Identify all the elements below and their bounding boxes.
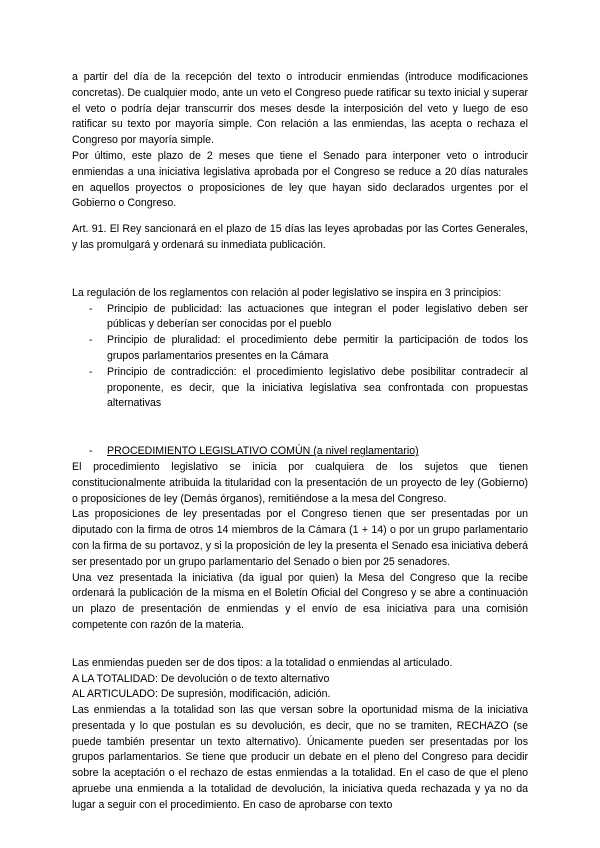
paragraph-art-91: Art. 91. El Rey sancionará en el plazo de 15 días las leyes aprobadas por las Cortes Generales, y las promulgará y ordenará su inmediata publicación.	[72, 223, 528, 251]
list-item-pluralidad: - Principio de pluralidad: el procedimiento debe permitir la participación de todos los grupos parlamentarios presentes en la Cámara	[72, 333, 528, 365]
paragraph-enmiendas-detalle: Las enmiendas a la totalidad son las que versan sobre la oportunidad misma de la iniciativa presentada y lo que postulan es su devolución, es decir, que no se tramiten, RECHAZO (se puede también presentar un texto alternativo). Únicamente pueden ser presentadas por los grupos parlamentarios. Se tiene que producir un debate en el pleno del Congreso para decidir sobre la aceptación o el rechazo de estas enmiendas a la totalidad. En el caso de que el pleno apruebe una enmienda a la totalidad de devolución, la iniciativa queda rechazada y ya no da lugar a seguir con el procedimiento. En caso de aprobarse con texto	[72, 704, 528, 811]
paragraph-inicio-procedimiento: El procedimiento legislativo se inicia por cualquiera de los sujetos que tienen constitucionalmente atribuida la titularidad con la presentación de un proyecto de ley (Gobierno) o proposiciones de ley (Demás órganos), remitiéndose a la mesa del Congreso.	[72, 460, 528, 505]
spacer	[72, 254, 528, 286]
spacer	[72, 412, 528, 444]
paragraph-publicacion: Una vez presentada la iniciativa (da igual por quien) la Mesa del Congreso que la recibe ordenará la publicación de la misma en el Boletín Oficial del Congreso y se abre a continuación un plazo de presentación de enmiendas y el envío de esa iniciativa para una comisión competente con razón de la materia.	[72, 571, 528, 631]
paragraph-proposiciones: Las proposiciones de ley presentadas por el Congreso tienen que ser presentadas por un diputado con la firma de otros 14 miembros de la Cámara (1 + 14) o por un grupo parlamentario con la firma de su portavoz, y si la proposición de ley la presenta el Senado esa iniciativa deberá ser presentado por un grupo parlamentario del Senado o bien por 25 senadores.	[72, 508, 528, 568]
paragraph-enmiendas-totalidad: A LA TOTALIDAD: De devolución o de texto alternativo	[72, 672, 330, 685]
section-title: PROCEDIMIENTO LEGISLATIVO COMÚN (a nivel reglamentario)	[107, 445, 419, 458]
section-heading	[72, 444, 528, 460]
paragraph-veto: a partir del día de la recepción del texto o introducir enmiendas (introduce modificaciones concretas). De cualquier modo, ante un veto el Congreso puede ratificar su texto inicial y superar el veto o podría dejar transcurrir dos meses desde la interposición del veto y luego de eso ratificar su texto por mayoría simple. Con relación a las enmiendas, las acepta o rechaza el Congreso por mayoría simple.	[72, 71, 528, 147]
paragraph-plazo-senado: Por último, este plazo de 2 meses que tiene el Senado para interponer veto o introducir enmiendas a una iniciativa legislativa aprobada por el Congreso se reduce a 20 días naturales en aquellos proyectos o proposiciones de ley que hayan sido declarados urgentes por el Gobierno o Congreso.	[72, 149, 528, 210]
page-content	[72, 70, 528, 814]
paragraph-enmiendas-intro: Las enmiendas pueden ser de dos tipos: a la totalidad o enmiendas al articulado.	[72, 656, 453, 669]
section-bullet: -	[89, 445, 93, 458]
spacer	[72, 212, 528, 222]
paragraph-principles-intro: La regulación de los reglamentos con relación al poder legislativo se inspira en 3 principios:	[72, 286, 502, 299]
list-item-publicidad: - Principio de publicidad: las actuaciones que integran el poder legislativo deben ser públicas y deberían ser conocidas por el pueblo	[72, 302, 528, 334]
list-item-contradiccion: - Principio de contradicción: el procedimiento legislativo debe posibilitar contradecir al proponente, es decir, que la iniciativa legislativa sea confrontada con propuestas alternativas	[72, 365, 528, 412]
spacer	[72, 634, 528, 656]
paragraph-enmiendas-articulado: AL ARTICULADO: De supresión, modificación, adición.	[72, 688, 331, 701]
principles-list	[72, 302, 528, 413]
